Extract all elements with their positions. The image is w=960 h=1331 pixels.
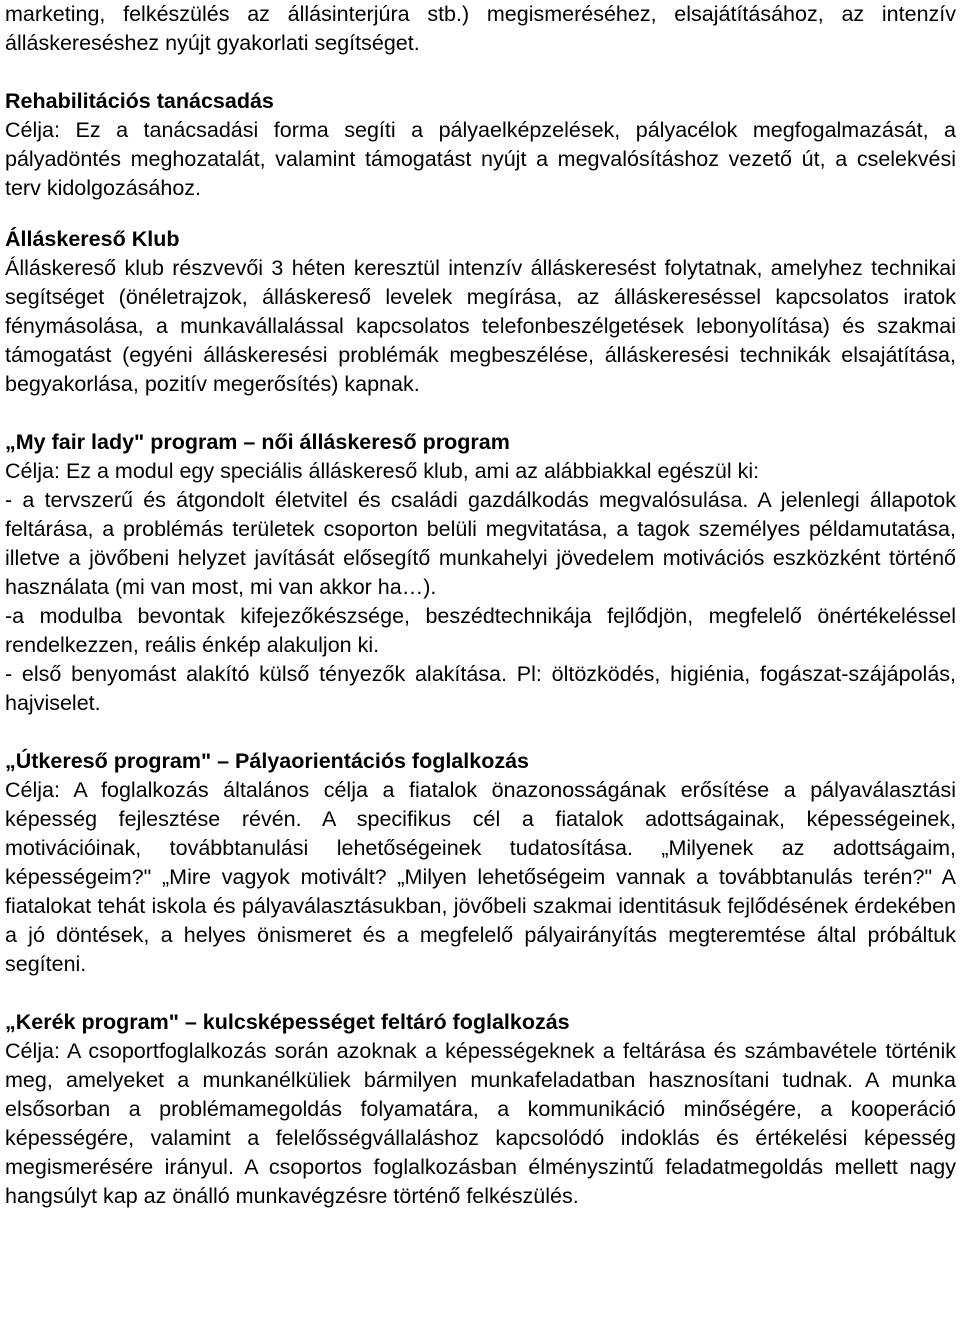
section-utkereso-program	[5, 747, 956, 979]
section-paragraph: - első benyomást alakító külső tényezők alakítása. Pl: öltözködés, higiénia, fogászat-szájápolás, hajviselet.	[5, 662, 956, 715]
section-title: „Kerék program" – kulcsképességet feltáró foglalkozás	[5, 1010, 570, 1034]
section-paragraph: Célja: Ez a tanácsadási forma segíti a pályaelképzelések, pályacélok megfogalmazását, a pályadöntés meghozatalát, valamint támogatást nyújt a megvalósításhoz vezető út, a cselekvési terv kidolgozásához.	[5, 118, 956, 200]
section-kerek-program	[5, 1008, 956, 1211]
section-title: „My fair lady" program – női álláskereső program	[5, 430, 510, 454]
section-paragraph: Álláskereső klub részvevői 3 héten keresztül intenzív álláskeresést folytatnak, amelyhez technikai segítséget (önéletrajzok, álláskereső levelek megírása, az álláskereséssel kapcsolatos iratok fénymásolása, a munkavállalással kapcsolatos telefonbeszélgetések lebonyolítása) és szakmai támogatást (egyéni álláskeresési problémák megbeszélése, álláskeresési technikák elsajátítása, begyakorlása, pozitív megerősítés) kapnak.	[5, 256, 956, 396]
section-title: Rehabilitációs tanácsadás	[5, 89, 274, 113]
section-title: Álláskereső Klub	[5, 227, 180, 251]
section-allaskereso-klub	[5, 225, 956, 399]
section-rehabilitacios-tanacsadas	[5, 87, 956, 203]
lead-in-paragraph: marketing, felkészülés az állásinterjúra stb.) megismeréséhez, elsajátításához, az intenzív álláskereséshez nyújt gyakorlati segítséget.	[5, 2, 956, 55]
section-paragraph: Célja: A csoportfoglalkozás során azoknak a képességeknek a feltárása és számbavétele történik meg, amelyeket a munkanélküliek bármilyen munkafeladatban hasznosítani tudnak. A munka elsősorban a problémamegoldás folyamatára, a kommunikáció minőségére, a kooperáció képességére, valamint a felelősségvállaláshoz kapcsolódó indoklás és értékelési képesség megismerésére irányul. A csoportos foglalkozásban élményszintű feladatmegoldás mellett nagy hangsúlyt kap az önálló munkavégzésre történő felkészülés.	[5, 1039, 956, 1208]
section-paragraph: - a tervszerű és átgondolt életvitel és családi gazdálkodás megvalósulása. A jelenlegi állapotok feltárása, a problémás területek csoporton belüli megvitatása, a tagok személyes példamutatása, illetve a jövőbeni helyzet javítását elősegítő munkahelyi jövedelem motivációs eszközként történő használata (mi van most, mi van akkor ha…).	[5, 488, 956, 599]
section-title: „Útkereső program" – Pályaorientációs foglalkozás	[5, 749, 529, 773]
section-paragraph: Célja: A foglalkozás általános célja a fiatalok önazonosságának erősítése a pályaválasztási képesség fejlesztése révén. A specifikus cél a fiatalok adottságainak, képességeinek, motivációinak, továbbtanulási lehetőségeinek tudatosítása. „Milyenek az adottságaim, képességeim?" „Mire vagyok motivált? „Milyen lehetőségeim vannak a továbbtanulás terén?" A fiatalokat tehát iskola és pályaválasztásukban, jövőbeli szakmai identitásuk fejlődésének érdekében a jó döntések, a helyes önismeret és a megfelelő pályairányítás megteremtése által próbáltuk segíteni.	[5, 778, 956, 976]
section-paragraph: -a modulba bevontak kifejezőkészsége, beszédtechnikája fejlődjön, megfelelő önértékeléssel rendelkezzen, reális énkép alakuljon ki.	[5, 604, 956, 657]
section-my-fair-lady-program	[5, 428, 956, 718]
section-paragraph: Célja: Ez a modul egy speciális álláskereső klub, ami az alábbiakkal egészül ki:	[5, 459, 760, 483]
